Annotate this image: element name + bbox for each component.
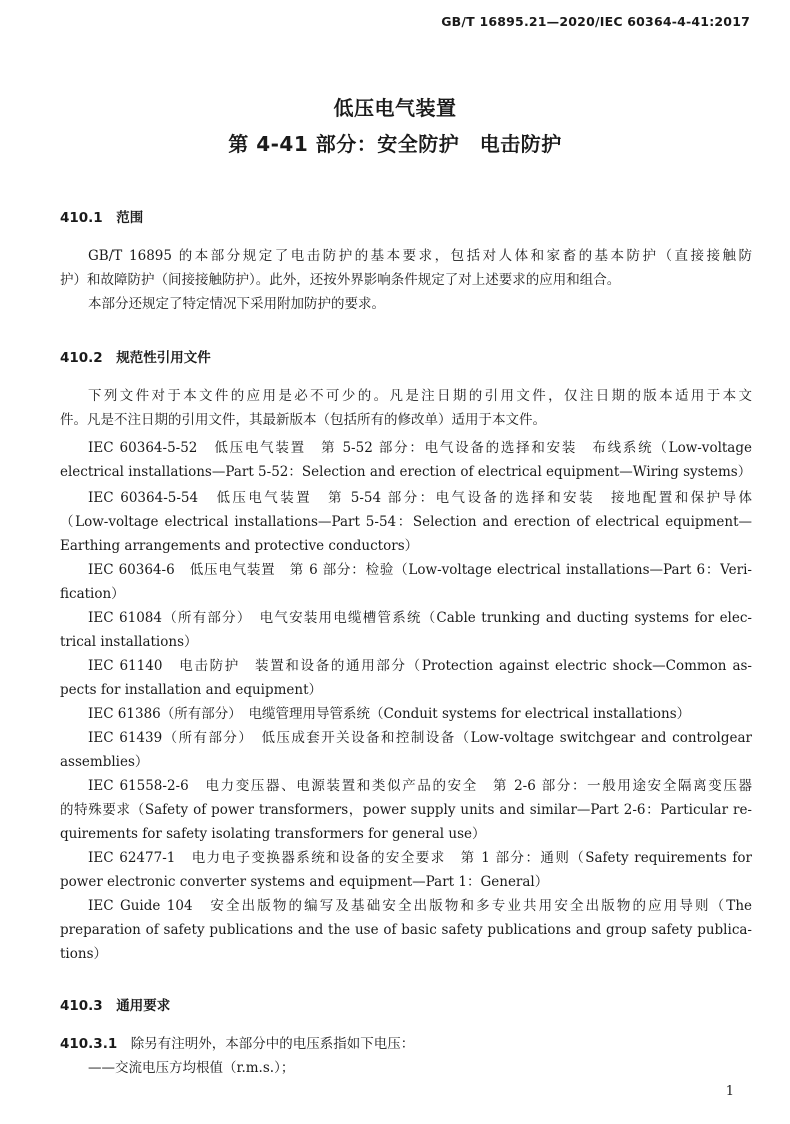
reference-line: IEC 62477-1 电力电子变换器系统和设备的安全要求 第 1 部分：通则（Safety requirements for — [88, 850, 752, 866]
reference-line: preparation of safety publications and the use of basic safety publications and group safety publica- — [60, 922, 752, 938]
reference-line: pects for installation and equipment） — [60, 682, 323, 698]
reference-line: assemblies） — [60, 754, 149, 770]
clause-line — [60, 1034, 414, 1054]
reference-line: IEC 61439（所有部分） 低压成套开关设备和控制设备（Low-voltage switchgear and controlgear — [88, 730, 752, 746]
paragraph-line: 件。凡是不注日期的引用文件，其最新版本（包括所有的修改单）适用于本文件。 — [60, 412, 546, 428]
reference-line: IEC 60364-5-54 低压电气装置 第 5-54 部分：电气设备的选择和安装 接地配置和保护导体 — [88, 490, 752, 506]
section-heading-general-requirements: 410.3 通用要求 — [60, 998, 171, 1014]
reference-line: IEC 61386（所有部分） 电缆管理用导管系统（Conduit systems for electrical installations） — [88, 706, 691, 722]
clause-number: 410.3.1 — [60, 1036, 118, 1052]
document-title: 低压电气装置 — [333, 96, 457, 120]
reference-line: （Low-voltage electrical installations—Part 5-54：Selection and erection of electrical equipment— — [60, 514, 752, 530]
list-item: ——交流电压方均根值（r.m.s.）； — [88, 1060, 295, 1076]
clause-text: 除另有注明外，本部分中的电压系指如下电压： — [130, 1036, 415, 1052]
reference-line: IEC 61140 电击防护 装置和设备的通用部分（Protection against electric shock—Common as- — [88, 658, 752, 674]
paragraph-line: GB/T 16895 的本部分规定了电击防护的基本要求，包括对人体和家畜的基本防护（直接接触防 — [88, 248, 752, 264]
paragraph-line: 护）和故障防护（间接接触防护）。此外，还按外界影响条件规定了对上述要求的应用和组合。 — [60, 272, 621, 288]
page-number: 1 — [725, 1084, 734, 1099]
paragraph-line: 本部分还规定了特定情况下采用附加防护的要求。 — [88, 296, 385, 312]
reference-line: tions） — [60, 946, 107, 962]
reference-line: electrical installations—Part 5-52：Selection and erection of electrical equipment—Wiring systems） — [60, 464, 752, 480]
reference-line: IEC 60364-5-52 低压电气装置 第 5-52 部分：电气设备的选择和安装 布线系统（Low-voltage — [88, 440, 752, 456]
paragraph-line: 下列文件对于本文件的应用是必不可少的。凡是注日期的引用文件，仅注日期的版本适用于本文 — [88, 388, 752, 404]
section-heading-normative-references: 410.2 规范性引用文件 — [60, 350, 211, 366]
section-heading-scope: 410.1 范围 — [60, 210, 144, 226]
reference-line: fication） — [60, 586, 125, 602]
reference-line: IEC 60364-6 低压电气装置 第 6 部分：检验（Low-voltage electrical installations—Part 6：Veri- — [88, 562, 752, 578]
reference-line: Earthing arrangements and protective conductors） — [60, 538, 419, 554]
reference-line: IEC 61558-2-6 电力变压器、电源装置和类似产品的安全 第 2-6 部分：一般用途安全隔离变压器 — [88, 778, 752, 794]
standard-code-header: GB/T 16895.21—2020/IEC 60364-4-41:2017 — [441, 14, 750, 29]
reference-line: 的特殊要求（Safety of power transformers，power supply units and similar—Part 2-6：Particular re- — [60, 802, 752, 818]
reference-line: quirements for safety isolating transformers for general use） — [60, 826, 486, 842]
reference-line: power electronic converter systems and equipment—Part 1：General） — [60, 874, 549, 890]
reference-line: trical installations） — [60, 634, 198, 650]
reference-line: IEC 61084（所有部分） 电气安装用电缆槽管系统（Cable trunking and ducting systems for elec- — [88, 610, 752, 626]
document-subtitle: 第 4-41 部分：安全防护 电击防护 — [228, 132, 562, 156]
reference-line: IEC Guide 104 安全出版物的编写及基础安全出版物和多专业共用安全出版物的应用导则（The — [88, 898, 752, 914]
